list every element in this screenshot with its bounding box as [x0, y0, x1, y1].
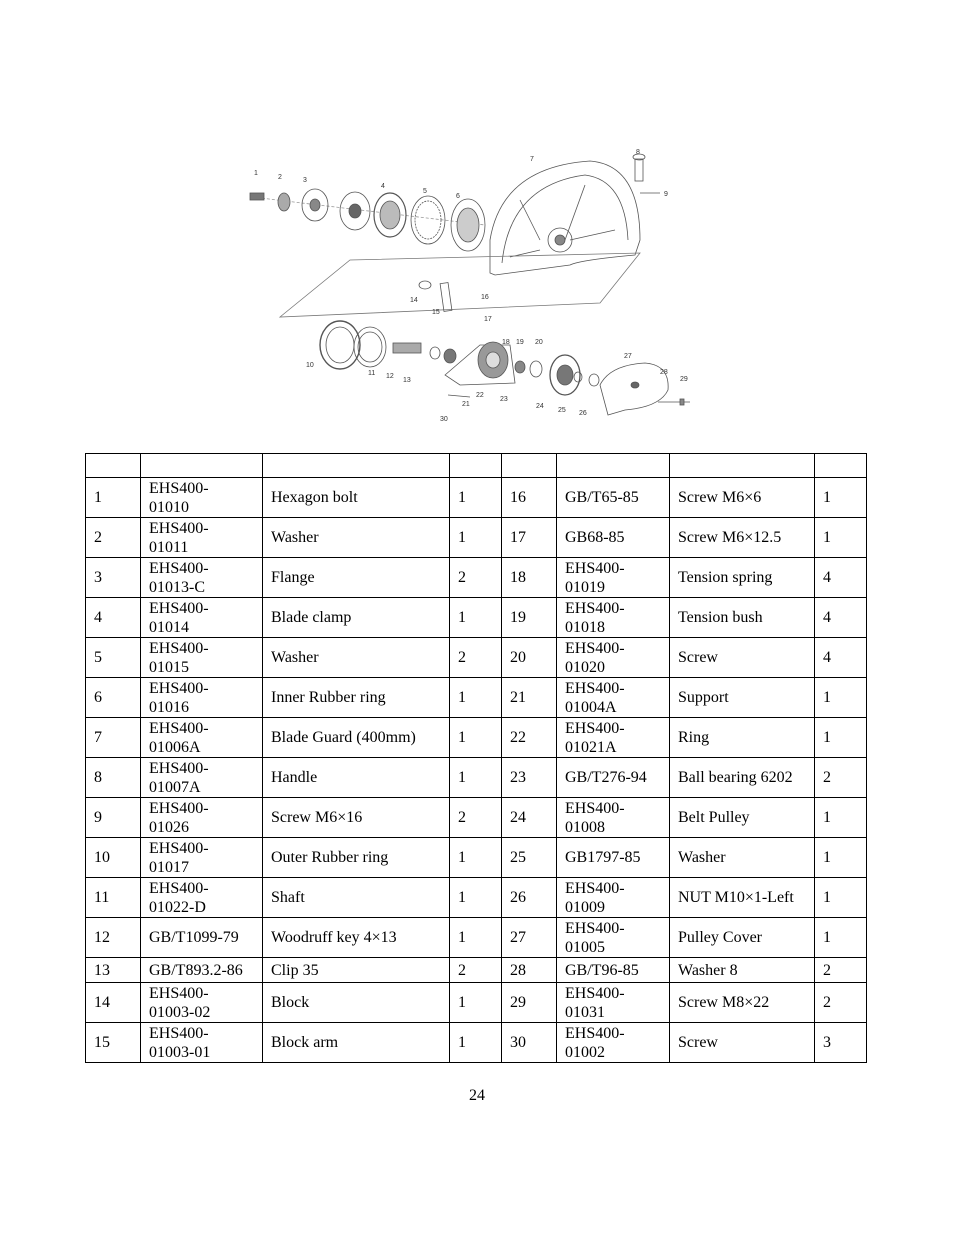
code-line: EHS400- — [149, 639, 209, 657]
exploded-parts-diagram — [240, 145, 710, 430]
part-code-cell — [557, 598, 670, 638]
part-name-cell: Screw — [670, 1023, 815, 1063]
parts-list-table — [85, 453, 867, 1063]
quantity-cell: 1 — [450, 983, 502, 1023]
quantity-cell: 4 — [815, 558, 867, 598]
part-number-cell: 21 — [502, 678, 557, 718]
code-line: EHS400- — [149, 559, 209, 577]
part-number-cell: 17 — [502, 518, 557, 558]
part-number-cell: 6 — [86, 678, 141, 718]
code-line: 01007A — [149, 778, 201, 796]
quantity-cell: 1 — [450, 878, 502, 918]
quantity-cell: 1 — [815, 918, 867, 958]
code-line: 01003-02 — [149, 1003, 211, 1021]
quantity-cell: 1 — [815, 838, 867, 878]
part-code-cell — [557, 518, 670, 558]
part-code-cell — [557, 758, 670, 798]
part-name-cell: Ball bearing 6202 — [670, 758, 815, 798]
code-line: 01008 — [565, 818, 605, 836]
code-line: 01019 — [565, 578, 605, 596]
code-line: EHS400- — [565, 984, 625, 1002]
table-row — [86, 958, 867, 983]
code-line: EHS400- — [149, 599, 209, 617]
part-code-cell — [141, 478, 263, 518]
callout: 10 — [306, 362, 314, 369]
table-row — [86, 718, 867, 758]
table-row — [86, 758, 867, 798]
part-number-cell: 30 — [502, 1023, 557, 1063]
callout: 17 — [484, 316, 492, 323]
part-name-cell: Ring — [670, 718, 815, 758]
code-line: EHS400- — [565, 719, 625, 737]
part-name-cell: Pulley Cover — [670, 918, 815, 958]
code-line: EHS400- — [149, 719, 209, 737]
callout: 2 — [278, 174, 282, 181]
part-code-cell — [557, 478, 670, 518]
part-code-cell — [557, 1023, 670, 1063]
part-name-cell: Woodruff key 4×13 — [263, 918, 450, 958]
part-name-cell: Washer — [263, 518, 450, 558]
part-code-cell — [141, 718, 263, 758]
part-number-cell: 7 — [86, 718, 141, 758]
part-code-cell — [557, 983, 670, 1023]
quantity-cell: 1 — [450, 478, 502, 518]
part-code-cell — [141, 798, 263, 838]
part-number-cell: 24 — [502, 798, 557, 838]
part-name-cell: Outer Rubber ring — [263, 838, 450, 878]
part-code-cell — [141, 983, 263, 1023]
table-row — [86, 918, 867, 958]
quantity-cell: 1 — [815, 798, 867, 838]
quantity-cell: 2 — [450, 958, 502, 983]
quantity-cell: 1 — [815, 678, 867, 718]
quantity-cell: 1 — [450, 758, 502, 798]
code-line: EHS400- — [149, 759, 209, 777]
callout: 11 — [368, 370, 376, 377]
code-line: GB/T96-85 — [565, 961, 639, 979]
quantity-cell: 1 — [450, 518, 502, 558]
code-line: EHS400- — [149, 984, 209, 1002]
part-number-cell: 1 — [86, 478, 141, 518]
part-code-cell — [557, 958, 670, 983]
quantity-cell: 2 — [450, 638, 502, 678]
callout: 24 — [536, 403, 544, 410]
quantity-cell: 2 — [815, 983, 867, 1023]
part-name-cell: Block arm — [263, 1023, 450, 1063]
part-number-cell: 25 — [502, 838, 557, 878]
code-line: EHS400- — [149, 1024, 209, 1042]
part-number-cell: 5 — [86, 638, 141, 678]
code-line: EHS400- — [149, 799, 209, 817]
quantity-cell: 1 — [450, 1023, 502, 1063]
part-name-cell: Screw M6×6 — [670, 478, 815, 518]
code-line: 01010 — [149, 498, 189, 516]
quantity-cell: 4 — [815, 638, 867, 678]
code-line: GB/T893.2-86 — [149, 961, 243, 979]
page-number: 24 — [469, 1087, 485, 1104]
callout: 22 — [476, 392, 484, 399]
table-row — [86, 478, 867, 518]
code-line: 01013-C — [149, 578, 205, 596]
code-line: EHS400- — [565, 679, 625, 697]
callout: 25 — [558, 407, 566, 414]
part-number-cell: 23 — [502, 758, 557, 798]
code-line: EHS400- — [565, 599, 625, 617]
quantity-cell: 1 — [450, 678, 502, 718]
part-name-cell: Screw M6×16 — [263, 798, 450, 838]
part-code-cell — [141, 558, 263, 598]
part-number-cell: 11 — [86, 878, 141, 918]
table-row — [86, 878, 867, 918]
code-line: 01026 — [149, 818, 189, 836]
part-name-cell: Screw — [670, 638, 815, 678]
code-line: 01009 — [565, 898, 605, 916]
code-line: 01011 — [149, 538, 189, 556]
part-number-cell: 10 — [86, 838, 141, 878]
quantity-cell: 1 — [450, 718, 502, 758]
code-line: 01021A — [565, 738, 617, 756]
part-number-cell: 12 — [86, 918, 141, 958]
part-number-cell: 26 — [502, 878, 557, 918]
code-line: GB1797-85 — [565, 849, 641, 866]
part-number-cell: 9 — [86, 798, 141, 838]
quantity-cell: 2 — [815, 958, 867, 983]
callout: 20 — [535, 339, 543, 346]
code-line: GB68-85 — [565, 529, 625, 546]
part-code-cell — [141, 678, 263, 718]
code-line: EHS400- — [565, 639, 625, 657]
quantity-cell: 1 — [450, 838, 502, 878]
part-name-cell: Handle — [263, 758, 450, 798]
part-code-cell — [557, 878, 670, 918]
part-number-cell: 20 — [502, 638, 557, 678]
part-name-cell: Tension bush — [670, 598, 815, 638]
part-code-cell — [141, 638, 263, 678]
part-name-cell: Hexagon bolt — [263, 478, 450, 518]
callout: 1 — [254, 170, 258, 177]
part-code-cell — [141, 1023, 263, 1063]
callout: 16 — [481, 294, 489, 301]
part-code-cell — [557, 838, 670, 878]
code-line: 01014 — [149, 618, 189, 636]
part-code-cell — [557, 918, 670, 958]
part-name-cell: Clip 35 — [263, 958, 450, 983]
part-name-cell: Flange — [263, 558, 450, 598]
code-line: EHS400- — [149, 879, 209, 897]
code-line: EHS400- — [565, 1024, 625, 1042]
part-code-cell — [141, 518, 263, 558]
quantity-cell: 2 — [450, 558, 502, 598]
code-line: GB/T276-94 — [565, 769, 647, 786]
part-code-cell — [141, 598, 263, 638]
part-number-cell: 14 — [86, 983, 141, 1023]
callout: 13 — [403, 377, 411, 384]
part-code-cell — [557, 558, 670, 598]
part-number-cell: 2 — [86, 518, 141, 558]
part-code-cell — [557, 678, 670, 718]
table-row — [86, 638, 867, 678]
part-code-cell — [141, 918, 263, 958]
part-number-cell: 29 — [502, 983, 557, 1023]
code-line: 01004A — [565, 698, 617, 716]
callout: 26 — [579, 410, 587, 417]
code-line: 01022-D — [149, 898, 206, 916]
code-line: 01006A — [149, 738, 201, 756]
table-row — [86, 983, 867, 1023]
code-line: EHS400- — [149, 479, 209, 497]
code-line: 01005 — [565, 938, 605, 956]
callout: 23 — [500, 396, 508, 403]
part-name-cell: Washer 8 — [670, 958, 815, 983]
callout: 29 — [680, 376, 688, 383]
part-number-cell: 4 — [86, 598, 141, 638]
part-number-cell: 19 — [502, 598, 557, 638]
part-name-cell: Washer — [263, 638, 450, 678]
part-name-cell: Block — [263, 983, 450, 1023]
code-line: 01017 — [149, 858, 189, 876]
part-name-cell: NUT M10×1-Left — [670, 878, 815, 918]
part-code-cell — [141, 758, 263, 798]
quantity-cell: 2 — [815, 758, 867, 798]
code-line: EHS400- — [149, 679, 209, 697]
quantity-cell: 2 — [450, 798, 502, 838]
code-line: GB/T65-85 — [565, 489, 639, 506]
code-line: 01003-01 — [149, 1043, 211, 1061]
callout: 5 — [423, 188, 427, 195]
part-number-cell: 28 — [502, 958, 557, 983]
part-code-cell — [557, 718, 670, 758]
table-row — [86, 558, 867, 598]
code-line: 01016 — [149, 698, 189, 716]
callout: 14 — [410, 297, 418, 304]
part-name-cell: Screw M8×22 — [670, 983, 815, 1023]
part-name-cell: Inner Rubber ring — [263, 678, 450, 718]
table-row — [86, 598, 867, 638]
part-number-cell: 18 — [502, 558, 557, 598]
callout: 15 — [432, 309, 440, 316]
part-number-cell: 15 — [86, 1023, 141, 1063]
callout: 3 — [303, 177, 307, 184]
quantity-cell: 1 — [815, 518, 867, 558]
quantity-cell: 1 — [815, 878, 867, 918]
part-name-cell: Screw M6×12.5 — [670, 518, 815, 558]
part-name-cell: Tension spring — [670, 558, 815, 598]
table-row — [86, 518, 867, 558]
part-number-cell: 8 — [86, 758, 141, 798]
quantity-cell: 1 — [450, 598, 502, 638]
code-line: EHS400- — [565, 799, 625, 817]
part-number-cell: 3 — [86, 558, 141, 598]
callout: 18 — [502, 339, 510, 346]
table-row — [86, 838, 867, 878]
quantity-cell: 3 — [815, 1023, 867, 1063]
code-line: EHS400- — [565, 879, 625, 897]
part-code-cell — [141, 958, 263, 983]
callout: 7 — [530, 156, 534, 163]
quantity-cell: 1 — [815, 718, 867, 758]
callout: 6 — [456, 193, 460, 200]
part-number-cell: 13 — [86, 958, 141, 983]
part-code-cell — [141, 838, 263, 878]
part-number-cell: 27 — [502, 918, 557, 958]
table-row — [86, 1023, 867, 1063]
callout: 4 — [381, 183, 385, 190]
code-line: 01018 — [565, 618, 605, 636]
part-number-cell: 16 — [502, 478, 557, 518]
part-code-cell — [141, 878, 263, 918]
callout: 9 — [664, 191, 668, 198]
code-line: 01031 — [565, 1003, 605, 1021]
code-line: EHS400- — [565, 919, 625, 937]
callout: 28 — [660, 369, 668, 376]
part-name-cell: Shaft — [263, 878, 450, 918]
callout: 8 — [636, 149, 640, 156]
table-row — [86, 678, 867, 718]
code-line: 01020 — [565, 658, 605, 676]
part-number-cell: 22 — [502, 718, 557, 758]
part-code-cell — [557, 638, 670, 678]
callout: 30 — [440, 416, 448, 423]
callout: 12 — [386, 373, 394, 380]
callout: 21 — [462, 401, 470, 408]
part-name-cell: Blade clamp — [263, 598, 450, 638]
part-name-cell: Support — [670, 678, 815, 718]
code-line: 01002 — [565, 1043, 605, 1061]
part-name-cell: Washer — [670, 838, 815, 878]
part-name-cell: Belt Pulley — [670, 798, 815, 838]
quantity-cell: 1 — [450, 918, 502, 958]
part-code-cell — [557, 798, 670, 838]
part-name-cell: Blade Guard (400mm) — [263, 718, 450, 758]
exploded-view-drawing — [240, 145, 710, 430]
code-line: 01015 — [149, 658, 189, 676]
code-line: EHS400- — [149, 519, 209, 537]
code-line: EHS400- — [149, 839, 209, 857]
quantity-cell: 4 — [815, 598, 867, 638]
callout: 19 — [516, 339, 524, 346]
table-row — [86, 798, 867, 838]
code-line: GB/T1099-79 — [149, 929, 239, 946]
quantity-cell: 1 — [815, 478, 867, 518]
table-header-row — [86, 454, 867, 478]
code-line: EHS400- — [565, 559, 625, 577]
callout: 27 — [624, 353, 632, 360]
